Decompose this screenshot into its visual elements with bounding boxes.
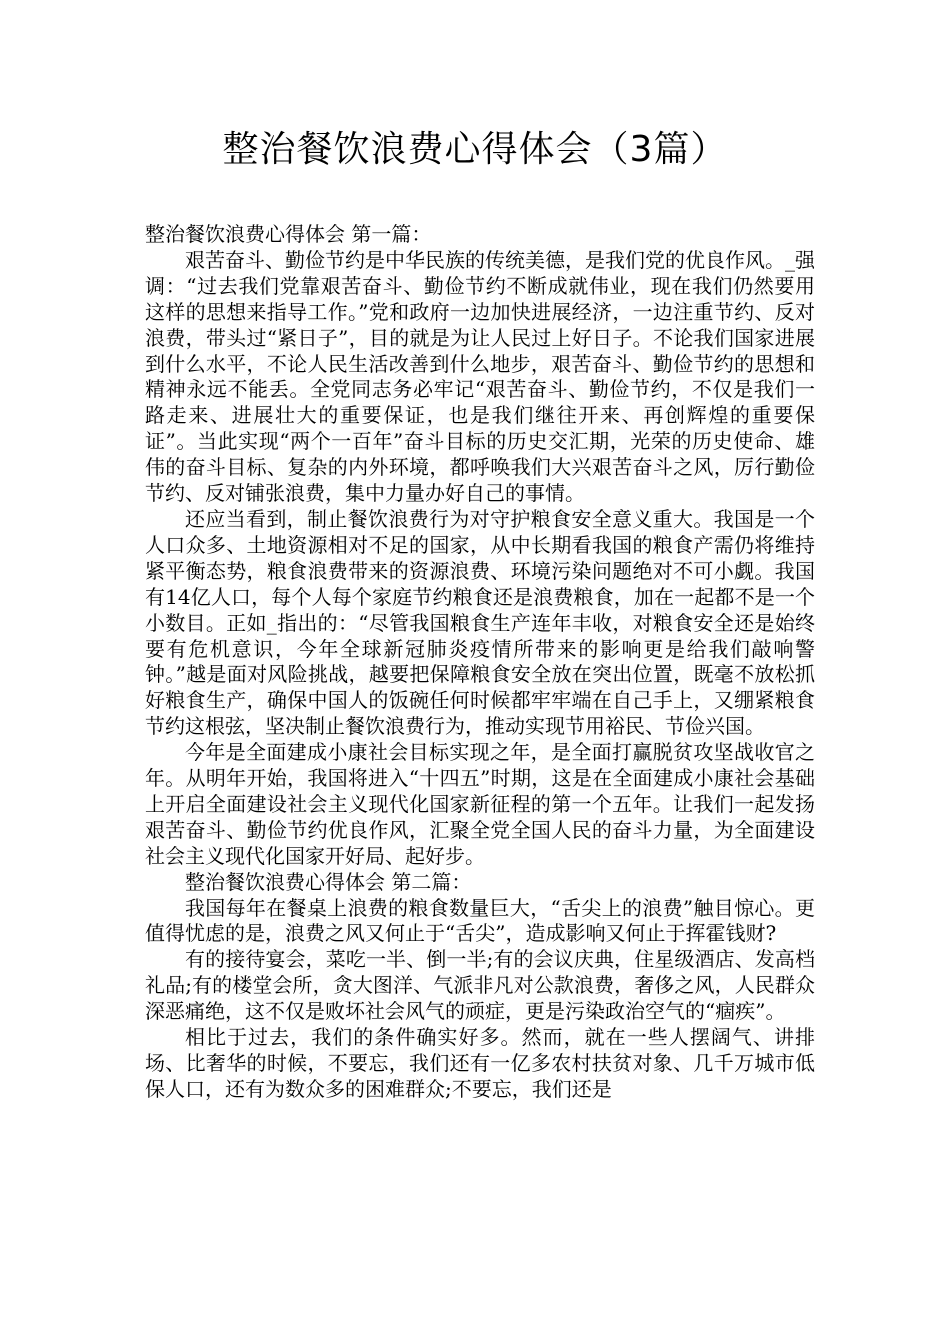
paragraph: 相比于过去，我们的条件确实好多。然而，就在一些人摆阔气、讲排场、比奢华的时候，不要忘，我们还有一亿多农村扶贫对象、几千万城市低保人口，还有为数众多的困难群众;不要忘，我们还是 [145,1025,815,1101]
paragraph: 艰苦奋斗、勤俭节约是中华民族的传统美德，是我们党的优良作风。_强调：“过去我们党靠艰苦奋斗、勤俭节约不断成就伟业，现在我们仍然要用这样的思想来指导工作。”党和政府一边加快进展经济，一边注重节约、反对浪费，带头过“紧日子”，目的就是为让人民过上好日子。不论我们国家进展到什么水平，不论人民生活改善到什么地步，艰苦奋斗、勤俭节约的思想和精神永远不能丢。全党同志务必牢记“艰苦奋斗、勤俭节约，不仅是我们一路走来、进展壮大的重要保证，也是我们继往开来、再创辉煌的重要保证”。当此实现“两个一百年”奋斗目标的历史交汇期，光荣的历史使命、雄伟的奋斗目标、复杂的内外环境，都呼唤我们大兴艰苦奋斗之风，厉行勤俭节约、反对铺张浪费，集中力量办好自己的事情。 [145,247,815,506]
paragraph: 我国每年在餐桌上浪费的粮食数量巨大，“舌尖上的浪费”触目惊心。更值得忧虑的是，浪费之风又何止于“舌尖”，造成影响又何止于挥霍钱财? [145,895,815,946]
document-body [145,222,815,1103]
paragraph: 还应当看到，制止餐饮浪费行为对守护粮食安全意义重大。我国是一个人口众多、土地资源相对不足的国家，从中长期看我国的粮食产需仍将维持紧平衡态势，粮食浪费带来的资源浪费、环境污染问题绝对不可小觑。我国有14亿人口，每个人每个家庭节约粮食还是浪费粮食，加在一起都不是一个小数目。正如_指出的：“尽管我国粮食生产连年丰收，对粮食安全还是始终要有危机意识，今年全球新冠肺炎疫情所带来的影响更是给我们敲响警钟。”越是面对风险挑战，越要把保障粮食安全放在突出位置，既毫不放松抓好粮食生产，确保中国人的饭碗任何时候都牢牢端在自己手上，又绷紧粮食节约这根弦，坚决制止餐饮浪费行为，推动实现节用裕民、节俭兴国。 [145,506,815,739]
paragraph: 有的接待宴会，菜吃一半、倒一半;有的会议庆典，住星级酒店、发高档礼品;有的楼堂会所，贪大图洋、气派非凡对公款浪费，奢侈之风，人民群众深恶痛绝，这不仅是败坏社会风气的顽症，更是污染政治空气的“痼疾”。 [145,947,815,1024]
paragraph: 今年是全面建成小康社会目标实现之年，是全面打赢脱贫攻坚战收官之年。从明年开始，我国将进入“十四五”时期，这是在全面建成小康社会基础上开启全面建设社会主义现代化国家新征程的第一个五年。让我们一起发扬艰苦奋斗、勤俭节约优良作风，汇聚全党全国人民的奋斗力量，为全面建设社会主义现代化国家开好局、起好步。 [145,740,815,868]
section-heading-first: 整治餐饮浪费心得体会 第一篇： [145,222,432,246]
section-heading-second: 整治餐饮浪费心得体会 第二篇： [185,869,472,894]
document-title: 整治餐饮浪费心得体会（3篇） [222,129,728,170]
